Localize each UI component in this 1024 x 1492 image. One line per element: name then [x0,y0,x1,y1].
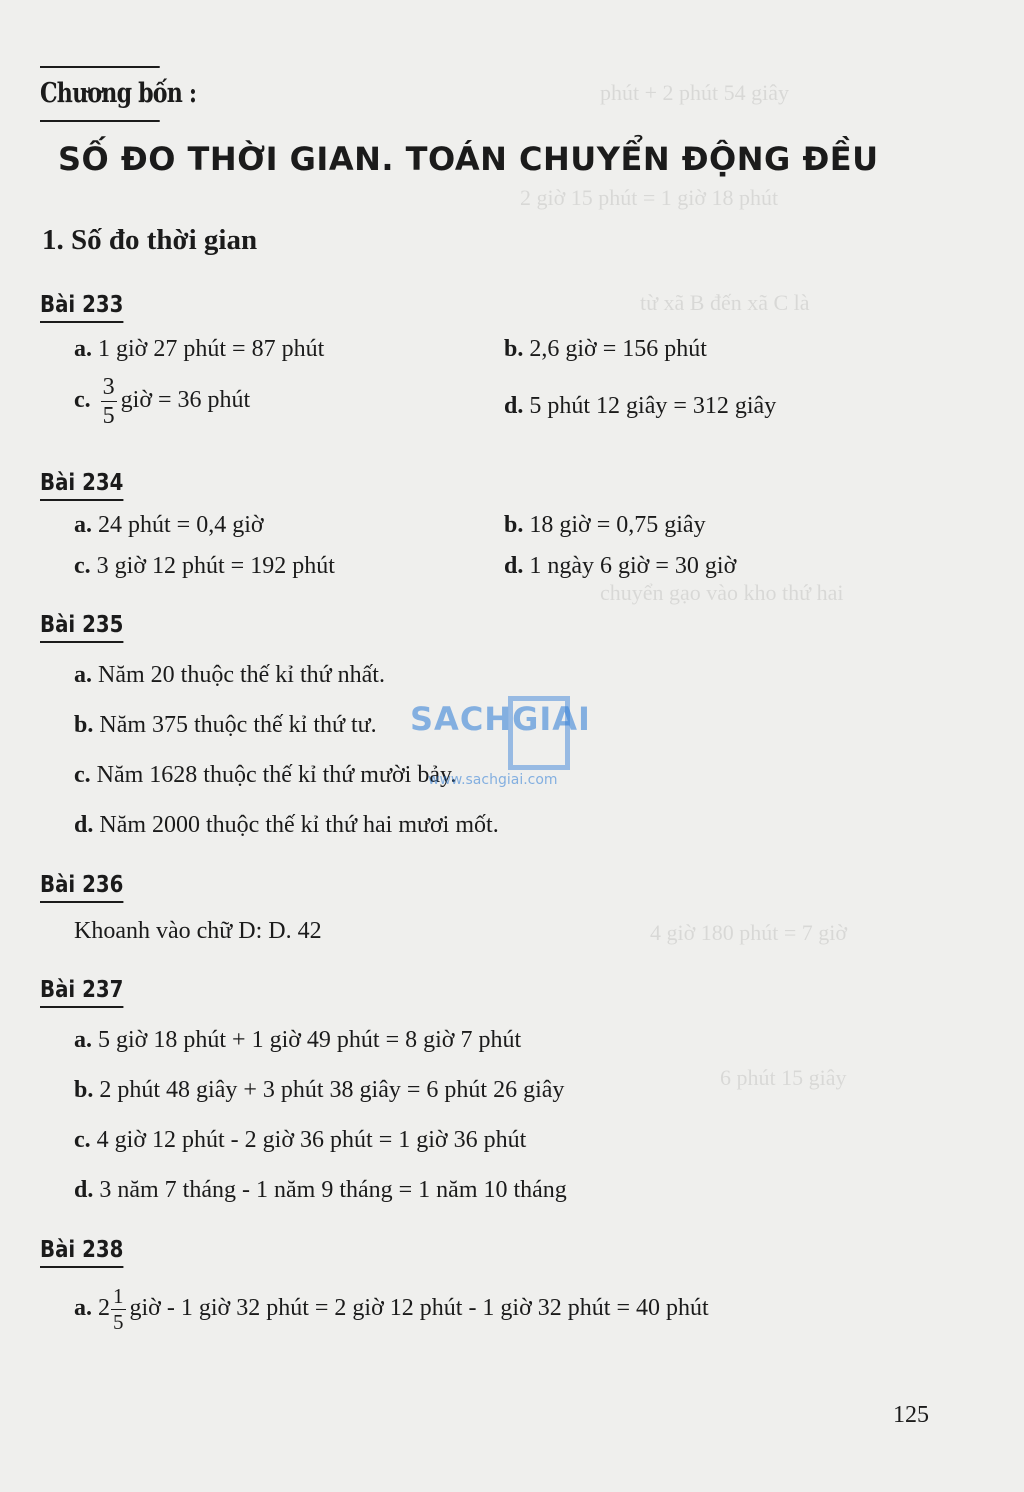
bleed-through-text: phút + 2 phút 54 giây [600,80,790,105]
section-heading: 1. Số đo thời gian [42,224,258,256]
answer-234b: b. 18 giờ = 0,75 giây [504,512,706,538]
bleed-through-text: 4 giờ 180 phút = 7 giờ [650,920,848,945]
bleed-through-text: từ xã B đến xã C là [640,290,810,315]
answer-233d: d. 5 phút 12 giây = 312 giây [504,393,777,419]
answer-237a: a. 5 giờ 18 phút + 1 giờ 49 phút = 8 giờ 7 phút [74,1027,522,1053]
bleed-through-text: 6 phút 15 giây [720,1065,847,1090]
exercise-heading-235: Bài 235 [40,609,123,643]
exercise-heading-237: Bài 237 [40,974,123,1008]
exercise-heading-236: Bài 236 [40,869,123,903]
exercise-heading-234: Bài 234 [40,467,123,501]
bleed-through-text: 2 giờ 15 phút = 1 giờ 18 phút [520,185,779,210]
page-number: 125 [893,1402,929,1428]
answer-234d: d. 1 ngày 6 giờ = 30 giờ [504,553,737,579]
answer-235a: a. Năm 20 thuộc thế kỉ thứ nhất. [74,662,385,688]
answer-237c: c. 4 giờ 12 phút - 2 giờ 36 phút = 1 giờ 36 phút [74,1127,527,1153]
exercise-heading-233: Bài 233 [40,289,123,323]
answer-234a: a. 24 phút = 0,4 giờ [74,512,264,538]
fraction: $\frac{1}{5}$ [113,1284,124,1334]
bleed-through-text: chuyển gạo vào kho thứ hai [600,580,844,605]
chapter-heading: Chương bốn : [40,66,160,122]
answer-237b: b. 2 phút 48 giây + 3 phút 38 giây = 6 phút 26 giây [74,1077,565,1103]
fraction: $\frac{3}{5}$ [102,374,115,429]
answer-235d: d. Năm 2000 thuộc thế kỉ thứ hai mươi mốt. [74,812,499,838]
answer-233b: b. 2,6 giờ = 156 phút [504,336,707,362]
answer-235b: b. Năm 375 thuộc thế kỉ thứ tư. [74,712,377,738]
watermark-url: www.sachgiai.com [428,772,558,788]
answer-236: Khoanh vào chữ D: D. 42 [74,918,322,944]
answer-233c: c. $\frac{3}{5}$ giờ = 36 phút [74,374,251,429]
answer-233a: a. 1 giờ 27 phút = 87 phút [74,336,325,362]
answer-237d: d. 3 năm 7 tháng - 1 năm 9 tháng = 1 năm 10 tháng [74,1177,567,1203]
answer-238a: a. 2 $\frac{1}{5}$ giờ - 1 giờ 32 phút = 2 giờ 12 phút - 1 giờ 32 phút = 40 phút [74,1284,709,1334]
watermark-logo: SACHGIAI [410,700,591,738]
answer-234c: c. 3 giờ 12 phút = 192 phút [74,553,335,579]
page-title: SỐ ĐO THỜI GIAN. TOÁN CHUYỂN ĐỘNG ĐỀU [58,140,879,178]
answer-235c: c. Năm 1628 thuộc thế kỉ thứ mười bảy. [74,762,457,788]
exercise-heading-238: Bài 238 [40,1234,123,1268]
